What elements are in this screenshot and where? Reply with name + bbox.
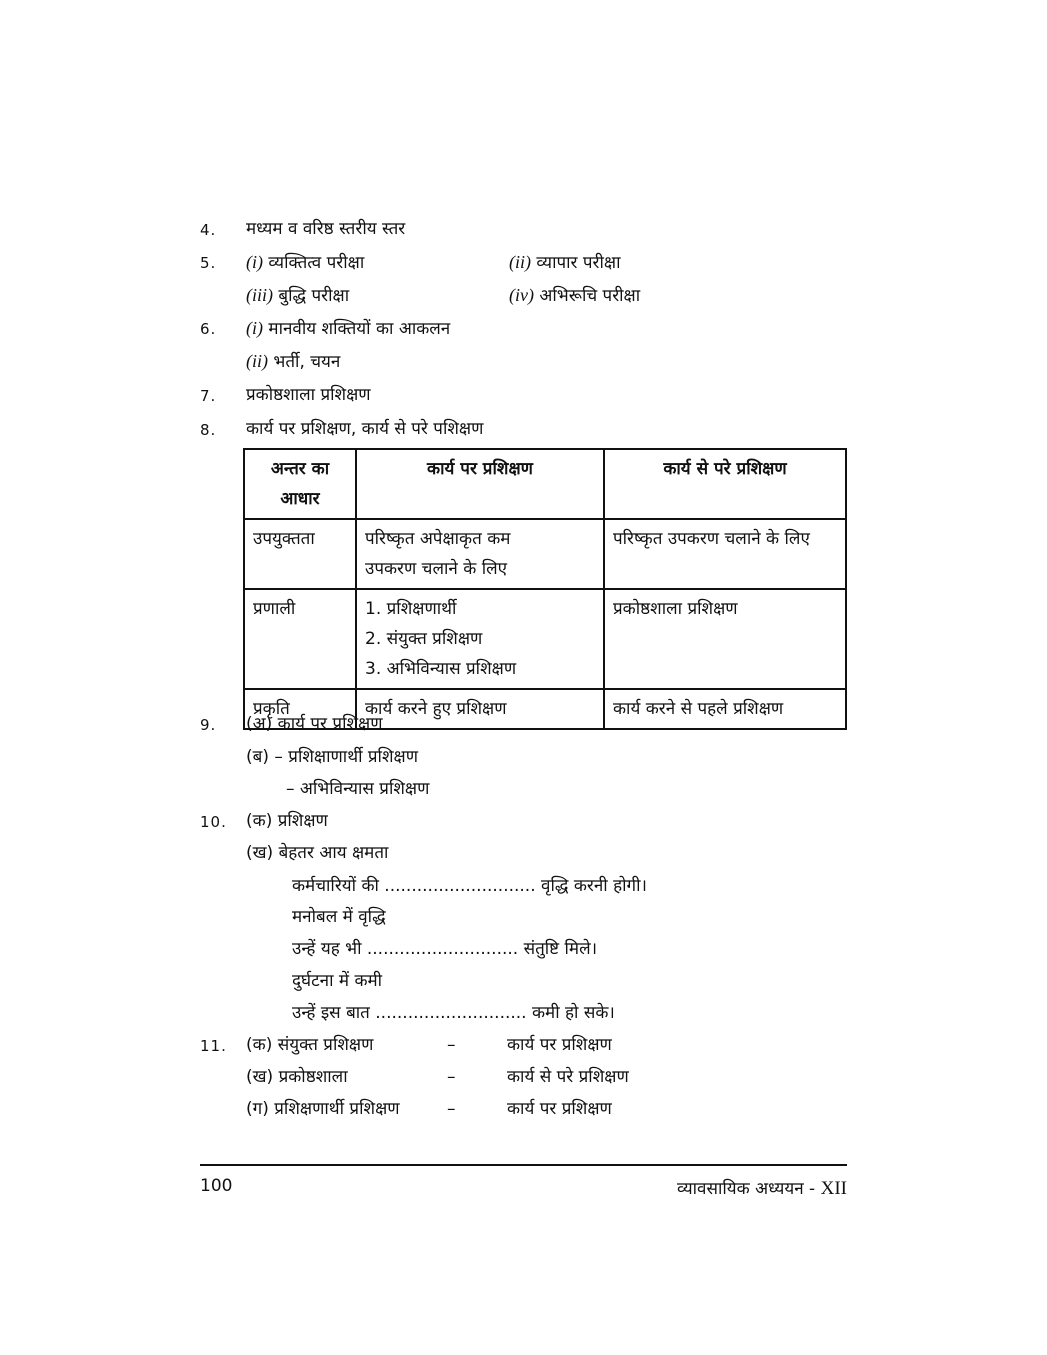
table-header-row (244, 449, 846, 519)
table-cell-basis: प्रणाली (244, 589, 356, 689)
answer-6-i: (i) मानवीय शक्तियों का आकलन (246, 318, 451, 339)
item-number-11: 11. (200, 1037, 227, 1055)
table-cell-on-job: कार्य करने हुए प्रशिक्षण (356, 689, 604, 729)
answer-11-left: (ख) प्रकोष्ठशाला (246, 1067, 348, 1087)
answer-5-ii: (ii) व्यापार परीक्षा (509, 252, 621, 273)
class-label: XII (820, 1178, 847, 1199)
book-title: व्यावसायिक अध्ययन - XII (676, 1178, 847, 1199)
answer-11-dash: – (447, 1099, 456, 1119)
item-number-9: 9. (200, 716, 217, 734)
answer-7: प्रकोष्ठशाला प्रशिक्षण (246, 385, 371, 405)
table-header-on-job: कार्य पर प्रशिक्षण (356, 449, 604, 519)
answer-5-iii: (iii) बुद्धि परीक्षा (246, 285, 350, 306)
table-cell-on-job: 1. प्रशिक्षणार्थी 2. संयुक्त प्रशिक्षण 3. अभिविन्यास प्रशिक्षण (356, 589, 604, 689)
table-cell-off-job: परिष्कृत उपकरण चलाने के लिए (604, 519, 846, 589)
answer-10-kha: (ख) बेहतर आय क्षमता (246, 843, 389, 863)
answer-5-i: (i) व्यक्तित्व परीक्षा (246, 252, 365, 273)
answer-9-b2: – अभिविन्यास प्रशिक्षण (286, 779, 430, 799)
answer-10-line-5: उन्हें इस बात ............................ कमी हो सके। (292, 1003, 615, 1023)
item-number-5: 5. (200, 254, 217, 272)
item-number-8: 8. (200, 421, 217, 439)
answer-11-dash: – (447, 1035, 456, 1055)
table-cell-basis: प्रकृति (244, 689, 356, 729)
answer-10-ka: (क) प्रशिक्षण (246, 811, 328, 831)
table-cell-on-job: परिष्कृत अपेक्षाकृत कम उपकरण चलाने के लिए (356, 519, 604, 589)
table-header-basis: अन्तर का आधार (244, 449, 356, 519)
answer-10-line-1: कर्मचारियों की ............................ वृद्धि करनी होगी। (292, 876, 647, 896)
answer-6-ii: (ii) भर्ती, चयन (246, 351, 341, 372)
answer-4: मध्यम व वरिष्ठ स्तरीय स्तर (246, 219, 406, 239)
table-header-off-job: कार्य से परे प्रशिक्षण (604, 449, 846, 519)
answer-8: कार्य पर प्रशिक्षण, कार्य से परे पशिक्षण (246, 419, 484, 439)
comparison-table (243, 448, 847, 730)
table-cell-off-job: कार्य करने से पहले प्रशिक्षण (604, 689, 846, 729)
table-row (244, 519, 846, 589)
answer-10-line-4: दुर्घटना में कमी (292, 971, 383, 991)
answer-9-a: (अ) कार्य पर प्रशिक्षण (246, 714, 383, 734)
item-number-7: 7. (200, 387, 217, 405)
table-row (244, 589, 846, 689)
answer-11-right: कार्य से परे प्रशिक्षण (507, 1067, 629, 1087)
item-number-4: 4. (200, 221, 217, 239)
answer-11-left: (ग) प्रशिक्षणार्थी प्रशिक्षण (246, 1099, 400, 1119)
footer-divider (200, 1164, 847, 1166)
answer-10-line-3: उन्हें यह भी ............................ संतुष्टि मिले। (292, 939, 598, 959)
answer-11-left: (क) संयुक्त प्रशिक्षण (246, 1035, 374, 1055)
answer-11-dash: – (447, 1067, 456, 1087)
answer-9-b1: (ब) – प्रशिक्षाणार्थी प्रशिक्षण (246, 747, 418, 767)
item-number-6: 6. (200, 320, 217, 338)
answer-5-iv: (iv) अभिरूचि परीक्षा (509, 285, 641, 306)
item-number-10: 10. (200, 813, 227, 831)
page-number: 100 (200, 1176, 233, 1196)
answer-11-right: कार्य पर प्रशिक्षण (507, 1035, 612, 1055)
answer-10-line-2: मनोबल में वृद्धि (292, 907, 386, 927)
table-cell-basis: उपयुक्तता (244, 519, 356, 589)
answer-11-right: कार्य पर प्रशिक्षण (507, 1099, 612, 1119)
table-cell-off-job: प्रकोष्ठशाला प्रशिक्षण (604, 589, 846, 689)
